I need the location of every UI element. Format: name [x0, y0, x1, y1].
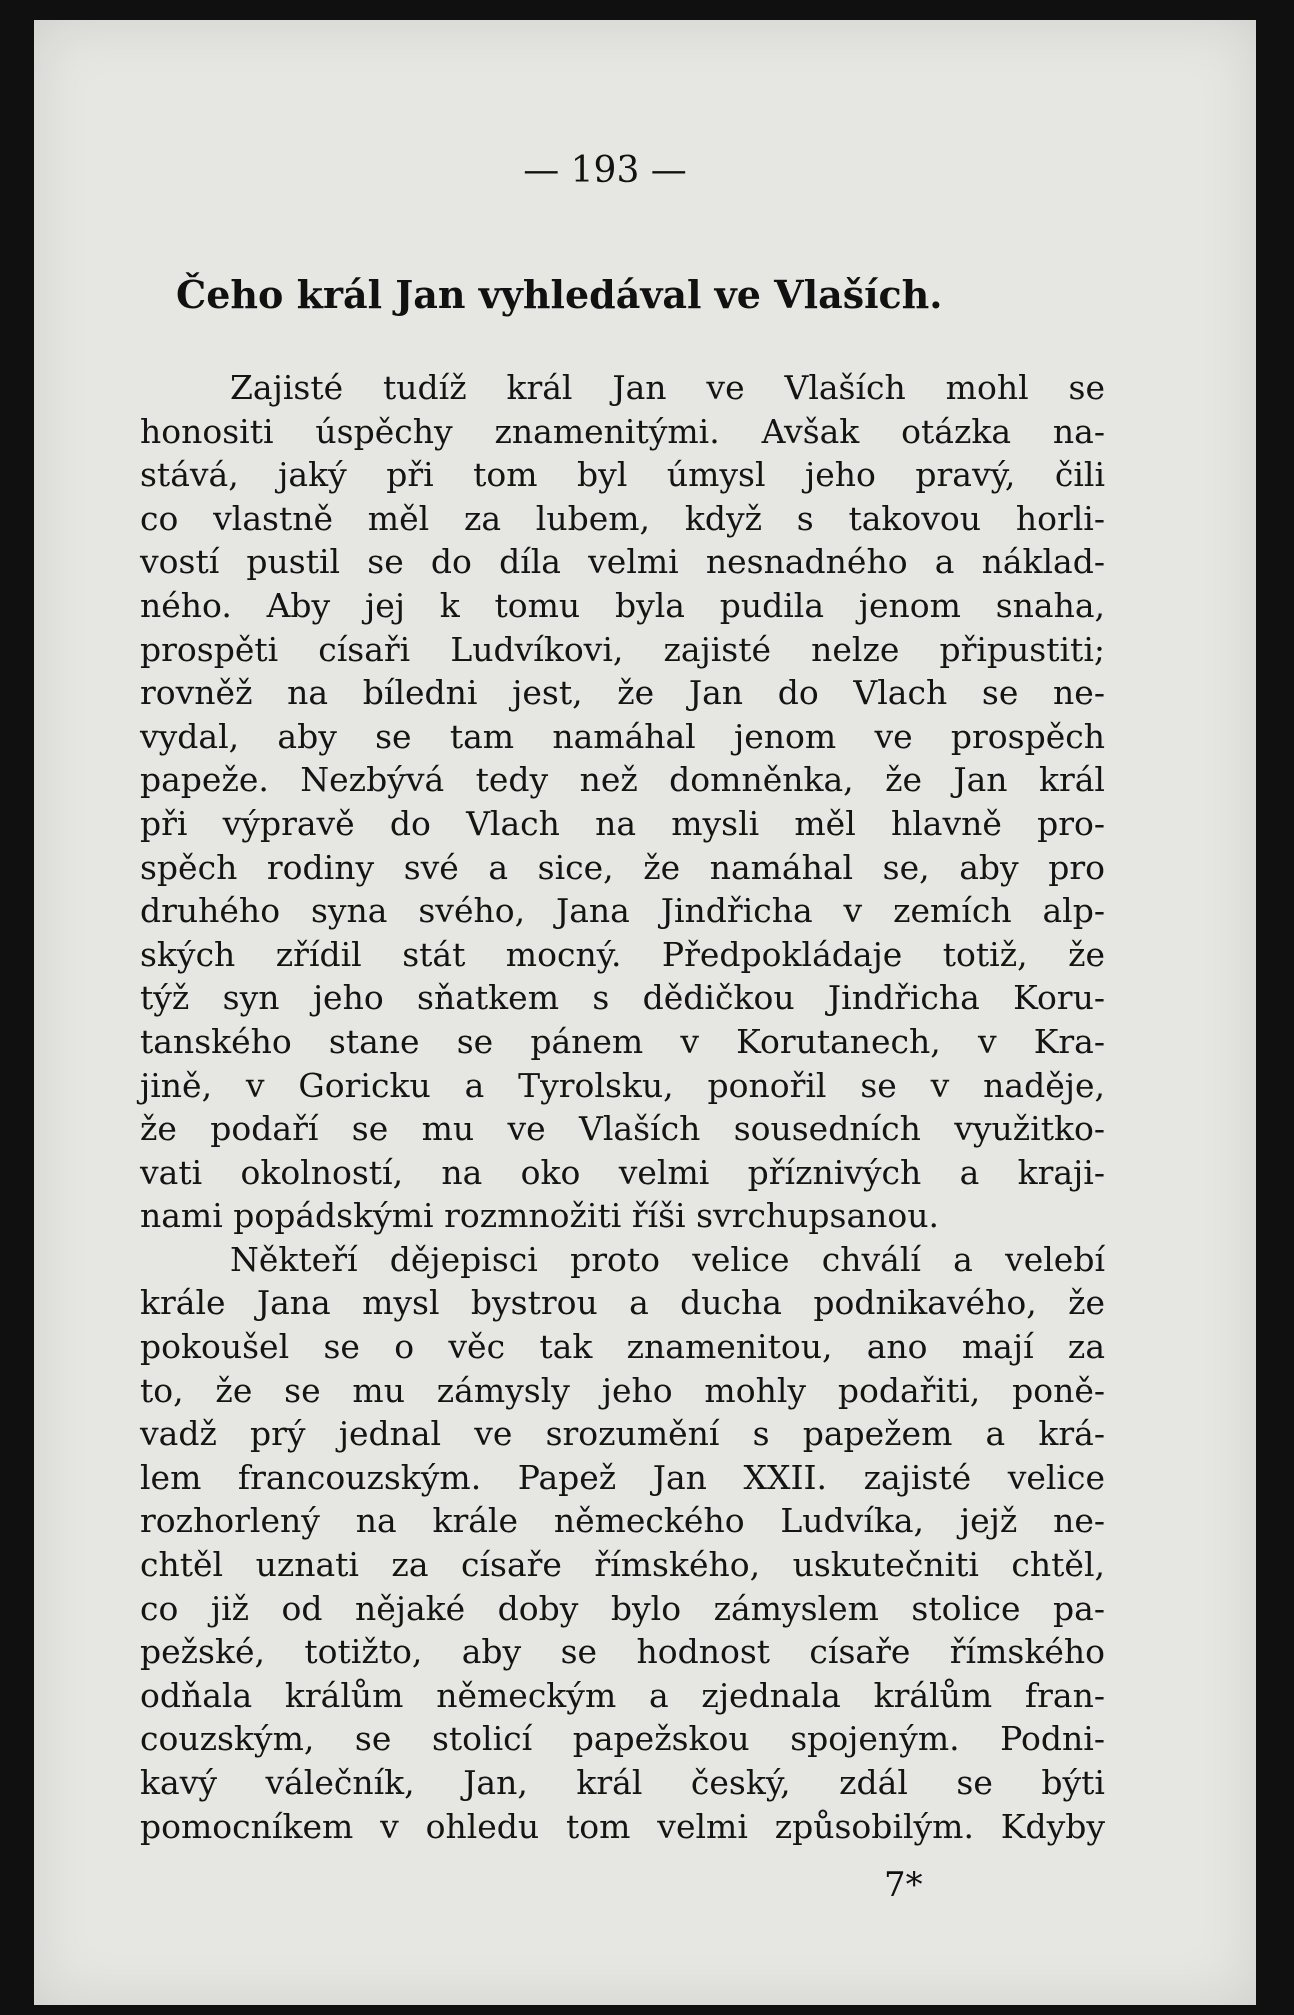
text-line: že podaří se mu ve Vlaších sousedních využitko- — [140, 1109, 1105, 1149]
text-line: týž syn jeho sňatkem s dědičkou Jindřicha Koru- — [140, 978, 1105, 1018]
text-line: stává, jaký při tom byl úmysl jeho pravý, čili — [140, 455, 1105, 495]
text-line: rozhorlený na krále německého Ludvíka, jejž ne- — [140, 1501, 1105, 1541]
text-line: pokoušel se o věc tak znamenitou, ano mají za — [140, 1327, 1105, 1367]
text-line: pežské, totižto, aby se hodnost císaře římského — [140, 1632, 1105, 1672]
text-line: ských zřídil stát mocný. Předpokládaje totiž, že — [140, 934, 1105, 974]
section-heading: Čeho král Jan vyhledával ve Vlaších. — [176, 272, 943, 317]
text-line: Zajisté tudíž král Jan ve Vlaších mohl se — [230, 368, 1105, 407]
text-line: vadž prý jednal ve srozumění s papežem a krá- — [140, 1414, 1105, 1454]
text-line: honositi úspěchy znamenitými. Avšak otázka na- — [140, 411, 1105, 451]
signature-mark: 7* — [884, 1865, 923, 1905]
text-line: couzským, se stolicí papežskou spojeným. Podni- — [140, 1719, 1105, 1759]
text-line: vostí pustil se do díla velmi nesnadného a náklad- — [140, 542, 1105, 582]
book-page — [34, 20, 1256, 2005]
text-line: ného. Aby jej k tomu byla pudila jenom snaha, — [140, 585, 1105, 625]
text-line: vydal, aby se tam namáhal jenom ve prospěch — [140, 716, 1105, 756]
text-line: spěch rodiny své a sice, že namáhal se, aby pro — [140, 847, 1105, 887]
text-line: Někteří dějepisci proto velice chválí a velebí — [230, 1239, 1105, 1279]
text-line: co již od nějaké doby bylo zámyslem stolice pa- — [140, 1588, 1105, 1628]
page-number: — 193 — — [523, 150, 687, 191]
text-line: nami popádskými rozmnožiti říši svrchupsanou. — [140, 1196, 940, 1236]
text-line: druhého syna svého, Jana Jindřicha v zemích alp- — [140, 891, 1105, 931]
text-line: vati okolností, na oko velmi příznivých a kraji- — [140, 1152, 1105, 1192]
text-line: co vlastně měl za lubem, když s takovou horli- — [140, 498, 1105, 538]
text-line: odňala králům německým a zjednala králům fran- — [140, 1675, 1105, 1715]
text-line: lem francouzským. Papež Jan XXII. zajisté velice — [140, 1457, 1105, 1497]
text-line: pomocníkem v ohledu tom velmi způsobilým. Kdyby — [140, 1806, 1105, 1846]
text-line: papeže. Nezbývá tedy než domněnka, že Jan král — [140, 760, 1105, 800]
text-line: při výpravě do Vlach na mysli měl hlavně pro- — [140, 803, 1105, 843]
text-line: krále Jana mysl bystrou a ducha podnikavého, že — [140, 1283, 1105, 1323]
text-line: kavý válečník, Jan, král český, zdál se býti — [140, 1763, 1105, 1802]
text-line: to, že se mu zámysly jeho mohly podařiti, poně- — [140, 1370, 1105, 1410]
text-line: prospěti císaři Ludvíkovi, zajisté nelze připustiti; — [140, 629, 1105, 669]
text-line: chtěl uznati za císaře římského, uskutečniti chtěl, — [140, 1545, 1105, 1585]
text-line: jině, v Goricku a Tyrolsku, ponořil se v naděje, — [140, 1065, 1105, 1105]
text-line: tanského stane se pánem v Korutanech, v Kra- — [140, 1021, 1105, 1061]
body-text — [140, 366, 1105, 1848]
text-line: rovněž na bíledni jest, že Jan do Vlach se ne- — [140, 673, 1105, 713]
